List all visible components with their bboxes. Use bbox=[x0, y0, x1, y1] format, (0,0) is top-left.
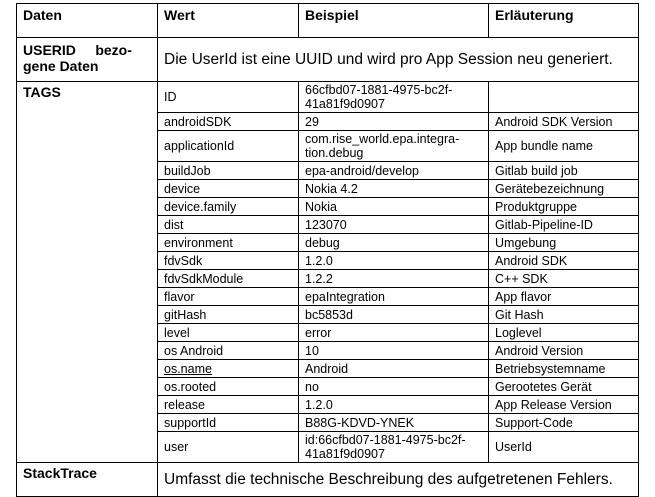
tag-key: buildJob bbox=[158, 162, 299, 180]
userid-row bbox=[17, 38, 639, 82]
userid-label bbox=[17, 38, 158, 82]
tag-example: 1.2.0 bbox=[299, 252, 489, 270]
stacktrace-description: Umfasst die technische Beschreibung des aufgetretenen Fehlers. bbox=[158, 463, 639, 497]
data-table bbox=[16, 3, 639, 497]
tag-key: release bbox=[158, 396, 299, 414]
tag-desc: Betriebsystemname bbox=[489, 360, 639, 378]
tag-example: 29 bbox=[299, 113, 489, 131]
tag-key: device.family bbox=[158, 198, 299, 216]
tag-desc: Android SDK Version bbox=[489, 113, 639, 131]
header-row bbox=[17, 4, 639, 38]
tag-row-id bbox=[17, 82, 639, 113]
tag-desc: C++ SDK bbox=[489, 270, 639, 288]
tag-key: dist bbox=[158, 216, 299, 234]
tag-example: debug bbox=[299, 234, 489, 252]
tag-example: Nokia 4.2 bbox=[299, 180, 489, 198]
tag-desc: Gerätebezeichnung bbox=[489, 180, 639, 198]
tag-example-line2: 41a81f9d0907 bbox=[305, 447, 385, 461]
tag-desc: Android SDK bbox=[489, 252, 639, 270]
tag-example: B88G-KDVD-YNEK bbox=[299, 414, 489, 432]
tag-key: fdvSdk bbox=[158, 252, 299, 270]
tag-example: Nokia bbox=[299, 198, 489, 216]
tag-desc: App flavor bbox=[489, 288, 639, 306]
tag-example: 10 bbox=[299, 342, 489, 360]
tag-desc: Android Version bbox=[489, 342, 639, 360]
tag-example: 1.2.2 bbox=[299, 270, 489, 288]
userid-label-line1: USERID bezo- bbox=[23, 42, 132, 58]
tag-example: no bbox=[299, 378, 489, 396]
tag-example: bc5853d bbox=[299, 306, 489, 324]
tag-key: environment bbox=[158, 234, 299, 252]
tag-desc: UserId bbox=[489, 432, 639, 463]
tag-key: user bbox=[158, 432, 299, 463]
tag-example bbox=[299, 432, 489, 463]
tag-desc: Loglevel bbox=[489, 324, 639, 342]
header-daten: Daten bbox=[17, 4, 158, 38]
tag-key: ID bbox=[158, 82, 299, 113]
tag-key: flavor bbox=[158, 288, 299, 306]
tag-key: os.rooted bbox=[158, 378, 299, 396]
tag-desc: Produktgruppe bbox=[489, 198, 639, 216]
tag-desc: Gerootetes Gerät bbox=[489, 378, 639, 396]
tag-key: androidSDK bbox=[158, 113, 299, 131]
tag-example-line1: 66cfbd07-1881-4975-bc2f- bbox=[305, 83, 453, 97]
stacktrace-label: StackTrace bbox=[17, 463, 158, 497]
tag-example: Android bbox=[299, 360, 489, 378]
tag-example-line2: tion.debug bbox=[305, 146, 364, 160]
tag-desc: Umgebung bbox=[489, 234, 639, 252]
tag-example-line2: 41a81f9d0907 bbox=[305, 97, 385, 111]
tag-key: fdvSdkModule bbox=[158, 270, 299, 288]
tag-desc: App bundle name bbox=[489, 131, 639, 162]
tag-desc: Support-Code bbox=[489, 414, 639, 432]
tag-key: os Android bbox=[158, 342, 299, 360]
tags-label: TAGS bbox=[17, 82, 158, 463]
tag-desc: Gitlab-Pipeline-ID bbox=[489, 216, 639, 234]
tag-key: applicationId bbox=[158, 131, 299, 162]
tag-example: 1.2.0 bbox=[299, 396, 489, 414]
tag-desc: App Release Version bbox=[489, 396, 639, 414]
tag-example-line1: id:66cfbd07-1881-4975-bc2f- bbox=[305, 433, 466, 447]
userid-label-line2: gene Daten bbox=[23, 58, 99, 74]
tag-desc bbox=[489, 82, 639, 113]
tag-example: error bbox=[299, 324, 489, 342]
header-beispiel: Beispiel bbox=[299, 4, 489, 38]
tag-example: epa-android/develop bbox=[299, 162, 489, 180]
header-erlaeuterung: Erläuterung bbox=[489, 4, 639, 38]
tag-desc: Git Hash bbox=[489, 306, 639, 324]
tag-key: gitHash bbox=[158, 306, 299, 324]
tag-key: supportId bbox=[158, 414, 299, 432]
tag-example: epaIntegration bbox=[299, 288, 489, 306]
tag-example-line1: com.rise_world.epa.integra- bbox=[305, 132, 460, 146]
tag-desc: Gitlab build job bbox=[489, 162, 639, 180]
stacktrace-row bbox=[17, 463, 639, 497]
header-wert: Wert bbox=[158, 4, 299, 38]
tag-key: level bbox=[158, 324, 299, 342]
tag-key: device bbox=[158, 180, 299, 198]
tag-example bbox=[299, 131, 489, 162]
tag-example: 123070 bbox=[299, 216, 489, 234]
tag-example bbox=[299, 82, 489, 113]
userid-description: Die UserId ist eine UUID und wird pro App Session neu generiert. bbox=[158, 38, 639, 82]
tag-key: os.name bbox=[158, 360, 299, 378]
